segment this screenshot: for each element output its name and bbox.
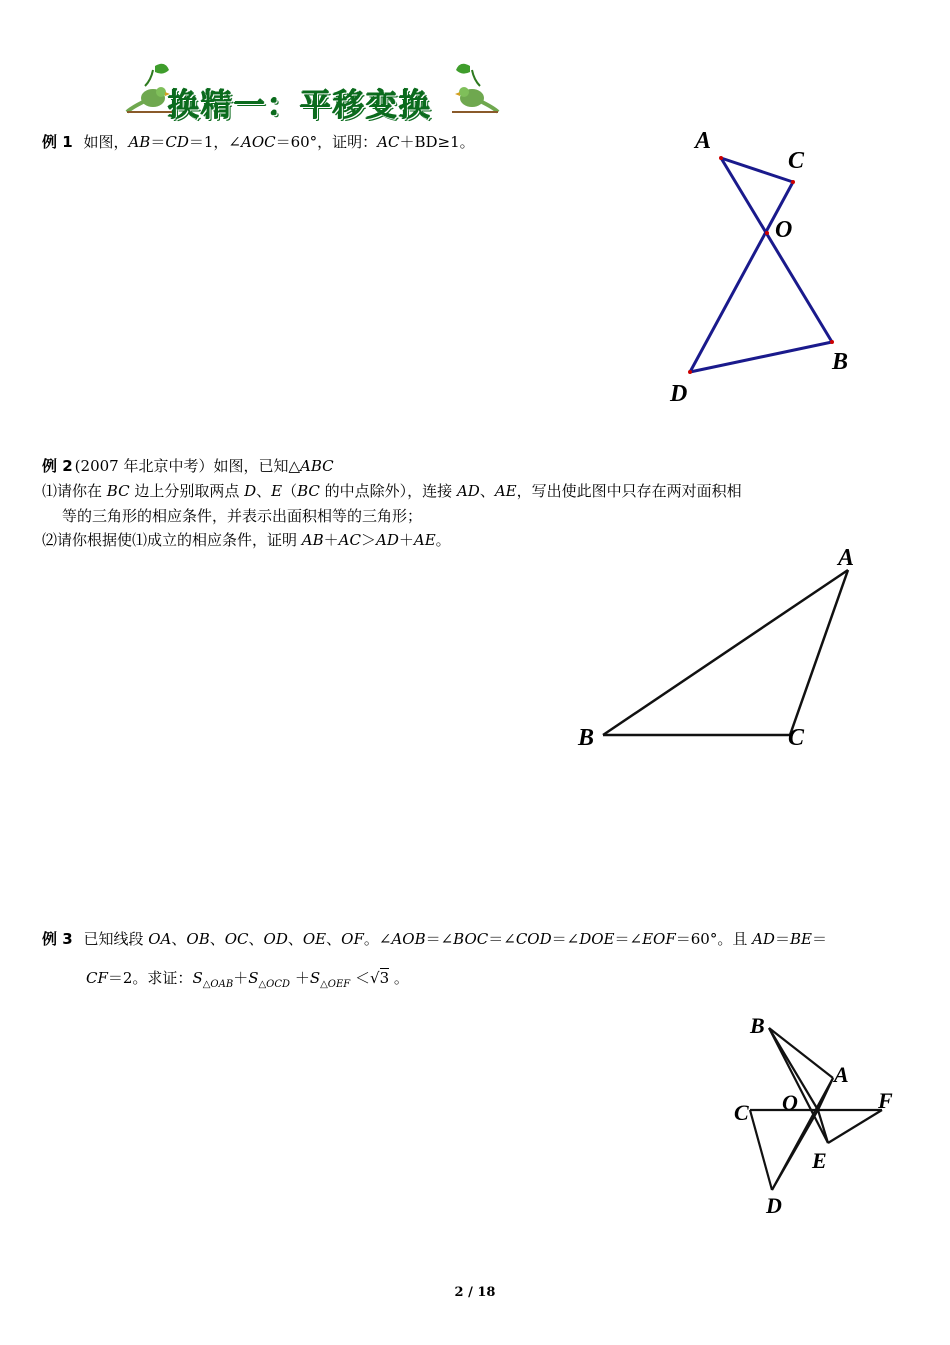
fig3-label-O: O — [782, 1090, 798, 1115]
fig1-label-O: O — [775, 217, 793, 243]
fig3-label-D: D — [766, 1193, 782, 1218]
fig2-label-A: A — [838, 545, 855, 571]
segment-CD — [750, 1110, 772, 1190]
fig2-label-C: C — [788, 725, 805, 751]
example-3-label: 例 3 — [42, 930, 73, 948]
fig3-label-B: B — [750, 1013, 765, 1038]
example-2-title: 例 2 (2007 年北京中考）如图，已知△ABC — [42, 457, 334, 475]
segment-AB — [721, 158, 832, 342]
fig1-label-C: C — [788, 148, 805, 174]
fig3-label-F: F — [878, 1088, 893, 1113]
segment-EF — [828, 1110, 882, 1143]
segment-CD — [690, 182, 793, 372]
example-3-line-1: 例 3 已知线段 OA、OB、OC、OD、OE、OF。∠AOB＝∠BOC＝∠COD＝∠DOE＝∠EOF＝60°。且 AD＝BE＝ — [42, 930, 827, 948]
segment-BE — [769, 1028, 828, 1143]
segment-BA — [603, 570, 848, 735]
fig3-label-C: C — [734, 1100, 749, 1125]
fig1-label-D: D — [670, 381, 688, 407]
segment-AC — [790, 570, 848, 735]
example-2-question-1-line2: 等的三角形的相应条件，并表示出面积相等的三角形； — [62, 507, 423, 525]
fig3-label-A: A — [834, 1062, 849, 1087]
example-3-line-2: CF＝2。求证：$S_{\triangle OAB}+S_{\triangle OCD} +S_{\triangle OEF} <√3$ 。 — [86, 969, 409, 990]
example-2-label: 例 2 — [42, 457, 73, 475]
example-1-text: 例 1 如图，AB＝CD＝1，∠AOC＝60°，证明：AC＋BD≥1。 — [42, 133, 475, 151]
figure-1 — [660, 120, 860, 410]
fig1-label-A: A — [695, 128, 712, 154]
segment-BA — [769, 1028, 833, 1078]
page-title: 换精一：平移变换 — [168, 88, 432, 124]
fig2-label-B: B — [578, 725, 595, 751]
fig1-label-B: B — [832, 349, 849, 375]
parrot-right-icon — [450, 60, 500, 118]
figure-3 — [730, 1005, 900, 1220]
example-2-question-2: ⑵请你根据使⑴成立的相应条件，证明 AB＋AC＞AD＋AE。 — [42, 531, 451, 549]
figure-2 — [570, 540, 870, 770]
sqrt-sign: √ — [370, 969, 380, 987]
example-2-question-1: ⑴请你在 BC 边上分别取两点 D、E（BC 的中点除外），连接 AD、AE，写出使此图中只存在两对面积相 — [42, 482, 742, 500]
fig3-label-E: E — [812, 1148, 827, 1173]
example-1-label: 例 1 — [42, 133, 73, 151]
segment-DB — [690, 342, 832, 372]
page-number: 2 / 18 — [454, 1285, 496, 1300]
